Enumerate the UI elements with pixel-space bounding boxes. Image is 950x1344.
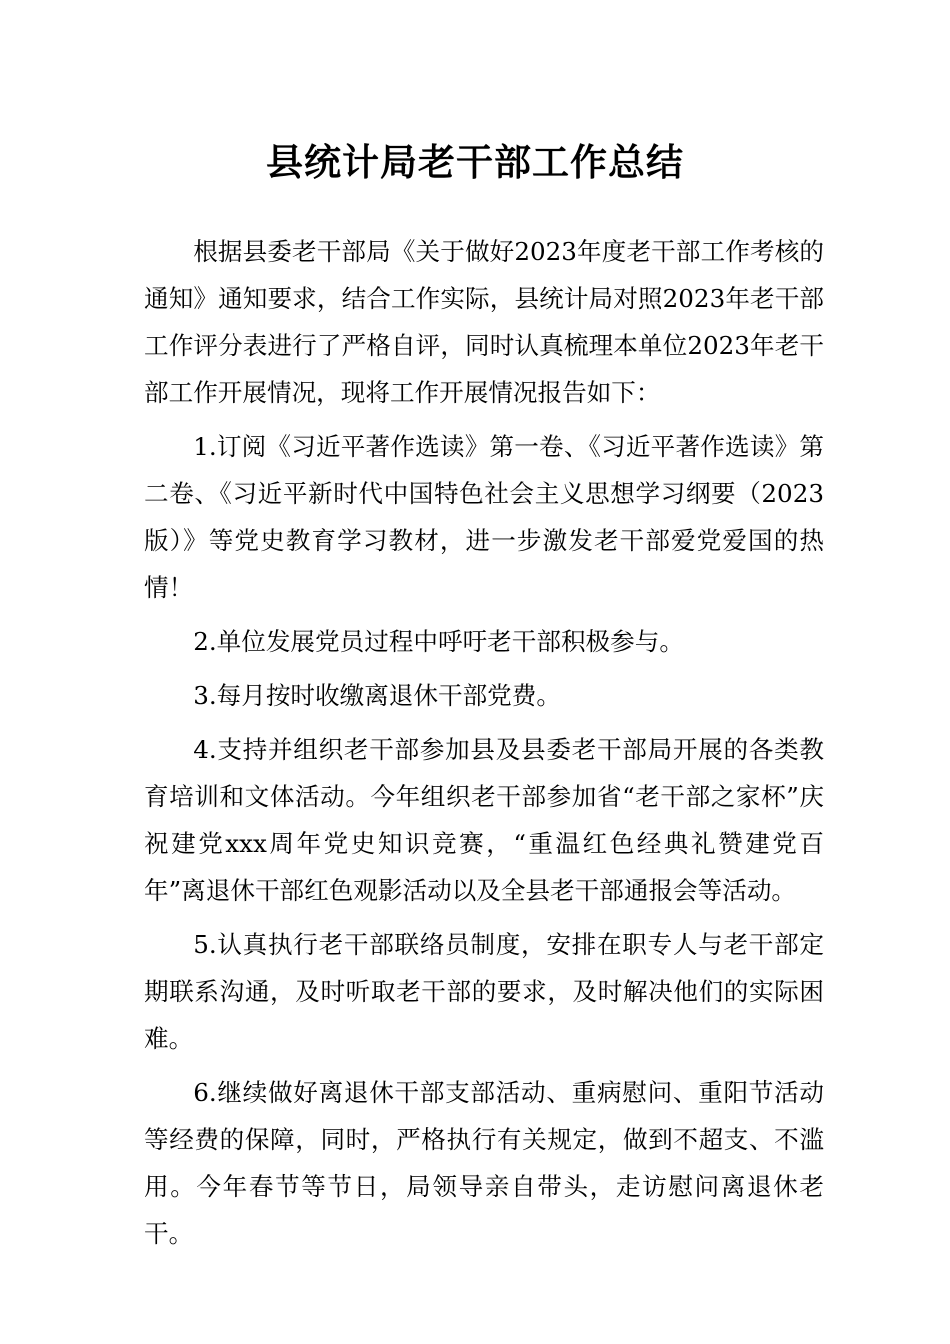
document-body [144, 228, 824, 1264]
item-6-paragraph: 6.继续做好离退休干部支部活动、重病慰问、重阳节活动等经费的保障，同时，严格执行有关规定，做到不超支、不滥用。今年春节等节日，局领导亲自带头，走访慰问离退休老干。 [144, 1078, 824, 1248]
intro-paragraph: 根据县委老干部局《关于做好2023年度老干部工作考核的通知》通知要求，结合工作实际，县统计局对照2023年老干部工作评分表进行了严格自评，同时认真梳理本单位2023年老干部工作开展情况，现将工作开展情况报告如下： [144, 237, 824, 407]
item-5-paragraph: 5.认真执行老干部联络员制度，安排在职专人与老干部定期联系沟通，及时听取老干部的要求，及时解决他们的实际困难。 [144, 930, 824, 1053]
item-2-paragraph: 2.单位发展党员过程中呼吁老干部积极参与。 [193, 627, 684, 656]
item-4-paragraph: 4.支持并组织老干部参加县及县委老干部局开展的各类教育培训和文体活动。今年组织老干部参加省“老干部之家杯”庆祝建党xxx周年党史知识竞赛，“重温红色经典礼赞建党百年”离退休干部红色观影活动以及全县老干部通报会等活动。 [144, 735, 824, 905]
document-title: 县统计局老干部工作总结 [266, 140, 684, 184]
item-3-paragraph: 3.每月按时收缴离退休干部党费。 [193, 681, 561, 710]
item-1-paragraph: 1.订阅《习近平著作选读》第一卷、《习近平著作选读》第二卷、《习近平新时代中国特色社会主义思想学习纲要（2023版）》等党史教育学习教材，进一步激发老干部爱党爱国的热情！ [144, 432, 824, 602]
